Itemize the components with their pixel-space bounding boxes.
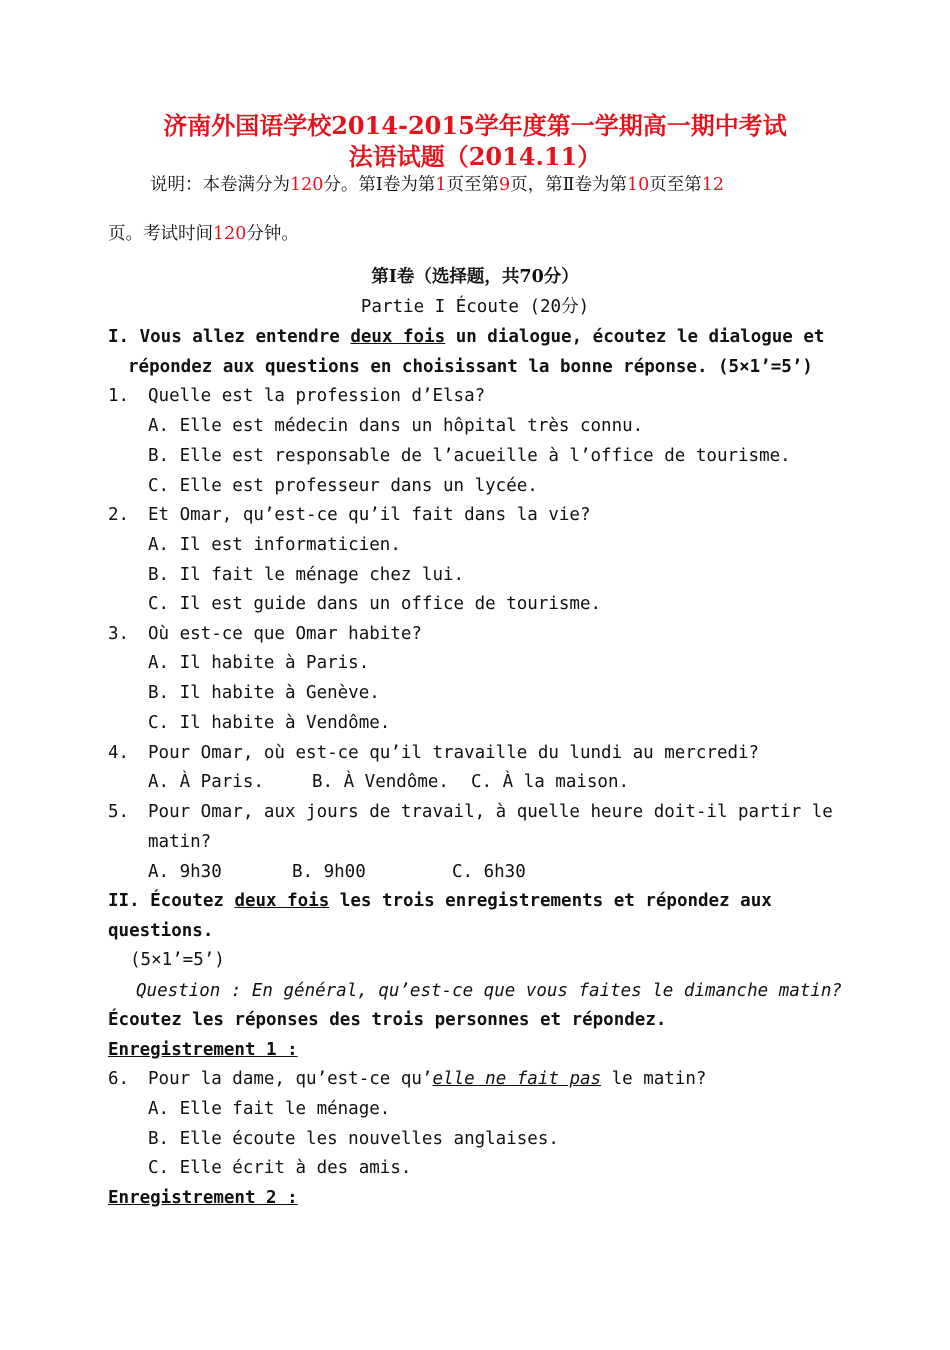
part-title: Partie I Écoute (20分) <box>360 297 590 317</box>
question-number: 2. <box>108 505 130 525</box>
exercise-1-instruction-cont: répondez aux questions en choisissant la bonne réponse. (5×1’=5’) <box>128 357 813 377</box>
option-b: B. Elle écoute les nouvelles anglaises. <box>148 1129 559 1149</box>
question-number: 4. <box>108 743 130 763</box>
exercise-2-instruction: II. Écoutez deux fois les trois enregistrements et répondez aux <box>108 891 772 911</box>
option-b: B. Il habite à Genève. <box>148 683 380 703</box>
question-text: Pour Omar, aux jours de travail, à quelle heure doit-il partir le <box>148 802 833 822</box>
option-a: A. 9h30 <box>148 862 222 882</box>
question-text: Pour la dame, qu’est-ce qu’elle ne fait pas le matin? <box>148 1069 707 1089</box>
option-c: C. Il est guide dans un office de tourisme. <box>148 594 602 614</box>
option-a: A. Il habite à Paris. <box>148 653 370 673</box>
recording-1-heading: Enregistrement 1 : <box>108 1040 298 1060</box>
option-a: A. Elle est médecin dans un hôpital très connu. <box>148 416 644 436</box>
option-c: C. Elle est professeur dans un lycée. <box>148 476 538 496</box>
option-a: A. Elle fait le ménage. <box>148 1099 391 1119</box>
question-number: 6. <box>108 1069 130 1089</box>
question-number: 5. <box>108 802 130 822</box>
question-text: Où est-ce que Omar habite? <box>148 624 422 644</box>
question-text: Pour Omar, où est-ce qu’il travaille du lundi au mercredi? <box>148 743 760 763</box>
option-b: B. 9h00 <box>292 862 366 882</box>
listening-instruction: Écoutez les réponses des trois personnes et répondez. <box>108 1010 667 1030</box>
exercise-2-score: (5×1’=5’) <box>130 950 225 970</box>
option-c: C. À la maison. <box>471 772 630 792</box>
question-text: Quelle est la profession d’Elsa? <box>148 386 486 406</box>
question-text-cont: matin? <box>148 832 212 852</box>
option-c: C. Il habite à Vendôme. <box>148 713 391 733</box>
prompt-question: Question : En général, qu’est-ce que vous faites le dimanche matin? <box>136 981 842 1001</box>
option-b: B. Elle est responsable de l’acueille à l’office de tourisme. <box>148 446 791 466</box>
section-title: 第Ⅰ卷（选择题，共70分） <box>371 267 579 287</box>
exam-title: 济南外国语学校2014-2015学年度第一学期高一期中考试 <box>163 111 787 140</box>
recording-2-heading: Enregistrement 2 : <box>108 1188 298 1208</box>
option-c: C. 6h30 <box>452 862 526 882</box>
question-number: 1. <box>108 386 130 406</box>
option-a: A. À Paris. <box>148 772 264 792</box>
exercise-1-instruction: I. Vous allez entendre deux fois un dialogue, écoutez le dialogue et <box>108 327 825 347</box>
instructions-note: 说明：本卷满分为120分。第Ⅰ卷为第1页至第9页，第Ⅱ卷为第10页至第12 <box>150 175 725 195</box>
question-number: 3. <box>108 624 130 644</box>
option-c: C. Elle écrit à des amis. <box>148 1158 412 1178</box>
question-text: Et Omar, qu’est-ce qu’il fait dans la vie? <box>148 505 591 525</box>
option-b: B. Il fait le ménage chez lui. <box>148 565 465 585</box>
option-a: A. Il est informaticien. <box>148 535 401 555</box>
instructions-note-cont: 页。考试时间120分钟。 <box>108 224 299 244</box>
exercise-2-instruction-cont: questions. <box>108 921 214 941</box>
option-b: B. À Vendôme. <box>312 772 449 792</box>
exam-subtitle: 法语试题（2014.11） <box>348 142 602 171</box>
